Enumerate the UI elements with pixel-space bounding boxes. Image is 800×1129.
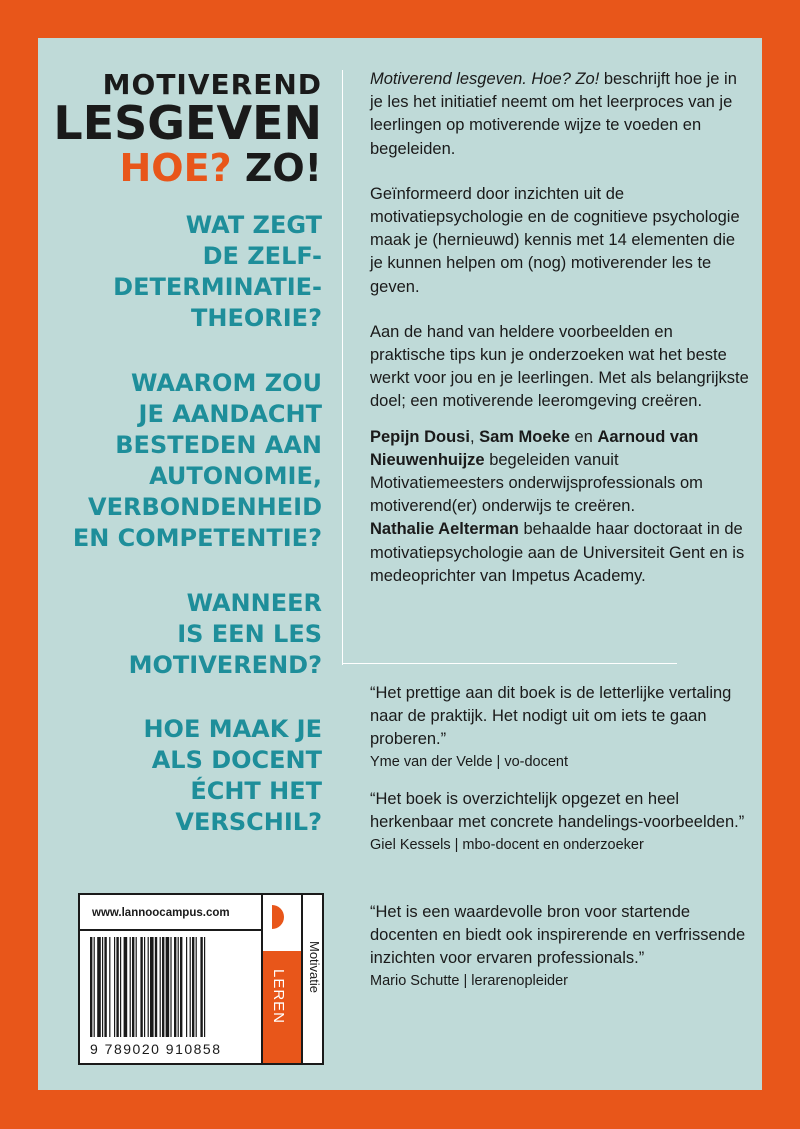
author-name: Nathalie Aelterman: [370, 520, 519, 539]
quote-text: “Het is een waardevolle bron voor startende docenten en biedt ook inspirerende en verfrissende inzichten voor ervaren professionals.”: [370, 903, 746, 967]
separator: ,: [469, 427, 480, 446]
author-name: Sam Moeke: [479, 427, 570, 446]
question-3: [129, 588, 322, 681]
question-4-line: VERSCHIL?: [175, 808, 322, 836]
vertical-divider: [342, 70, 343, 665]
separator: en: [569, 427, 598, 446]
quote-1: [370, 682, 750, 773]
paragraph-authors: [370, 426, 750, 519]
quote-author: Giel Kessels | mbo-docent en onderzoeker: [370, 837, 644, 853]
question-1-line: DETERMINATIE-: [113, 273, 322, 301]
back-cover: [38, 38, 762, 1090]
quote-2: [370, 788, 750, 856]
question-2-line: JE AANDACHT: [138, 400, 322, 428]
barcode-box-divider: [301, 895, 303, 1063]
publisher-logo-icon: [270, 905, 284, 929]
horizontal-divider: [342, 663, 677, 664]
question-3-line: WANNEER: [186, 589, 322, 617]
quote-text: “Het boek is overzichtelijk opgezet en heel herkenbaar met concrete handelings-voorbeelden.”: [370, 790, 745, 831]
question-3-line: MOTIVEREND?: [128, 651, 322, 679]
title-hoe: HOE?: [119, 146, 232, 190]
question-1: [113, 210, 322, 334]
question-2-line: VERBONDENHEID: [88, 493, 322, 521]
subcategory-label: Motivatie: [307, 941, 322, 994]
question-2: [73, 368, 322, 554]
question-4-line: HOE MAAK JE: [143, 715, 322, 743]
question-2-line: EN COMPETENTIE?: [72, 524, 322, 552]
barcode-box-divider: [80, 929, 261, 931]
question-2-line: AUTONOMIE,: [149, 462, 322, 490]
question-1-line: DE ZELF-: [202, 242, 322, 270]
quote-text: “Het prettige aan dit boek is de letterlijke vertaling naar de praktijk. Het nodigt uit om iets te gaan proberen.”: [370, 684, 732, 748]
barcode-box: [78, 893, 324, 1065]
title-line-3: [119, 148, 322, 188]
publisher-url: www.lannoocampus.com: [92, 907, 230, 919]
paragraph-author-4: [370, 518, 750, 588]
quote-author: Yme van der Velde | vo-docent: [370, 754, 569, 770]
category-label: LEREN: [270, 969, 287, 1025]
quote-3: [370, 901, 750, 992]
paragraph-examples: Aan de hand van heldere voorbeelden en praktische tips kun je onderzoeken wat het beste werkt voor jou en je leerlingen. Met als belangrijkste doel; een motiverende leeromgeving creëren.: [370, 322, 749, 411]
question-2-line: WAAROM ZOU: [131, 369, 322, 397]
authors-text: begeleiden vanuit Motivatiemeesters onderwijsprofessionals om motiverend(er) onderwijs te creëren.: [370, 450, 703, 516]
isbn-number: 9 789020 910858: [90, 1041, 222, 1057]
question-2-line: BESTEDEN AAN: [115, 431, 322, 459]
title-line-1: MOTIVEREND: [102, 68, 322, 101]
paragraph-intro: [370, 68, 750, 161]
author-name: Pepijn Dousi: [370, 427, 470, 446]
intro-text: beschrijft hoe je in je les het initiatief neemt om het leerproces van je leerlingen op motiverende wijze te voeden en begeleiden.: [370, 70, 737, 158]
barcode-icon: [90, 937, 252, 1039]
question-4-line: ALS DOCENT: [151, 746, 322, 774]
question-1-line: WAT ZEGT: [185, 211, 322, 239]
quote-author: Mario Schutte | lerarenopleider: [370, 973, 569, 989]
question-4: [143, 714, 322, 838]
author-4-text: behaalde haar doctoraat in de motivatiepsychologie aan de Universiteit Gent en is medeoprichter van Impetus Academy.: [370, 520, 745, 585]
book-title-italic: Motiverend lesgeven. Hoe? Zo!: [370, 70, 600, 88]
author-name: Aarnoud van Nieuwenhuijze: [370, 427, 699, 469]
question-4-line: ÉCHT HET: [190, 777, 322, 805]
description: [370, 68, 750, 588]
title-zo: ZO!: [244, 146, 322, 190]
paragraph-informed: Geïnformeerd door inzichten uit de motivatiepsychologie en de cognitieve psychologie maak je (hernieuwd) kennis met 14 elementen die je kunnen helpen om (nog) motiverender les te geven.: [370, 184, 740, 296]
question-1-line: THEORIE?: [191, 304, 322, 332]
title-line-2: LESGEVEN: [53, 96, 322, 150]
question-3-line: IS EEN LES: [177, 620, 322, 648]
